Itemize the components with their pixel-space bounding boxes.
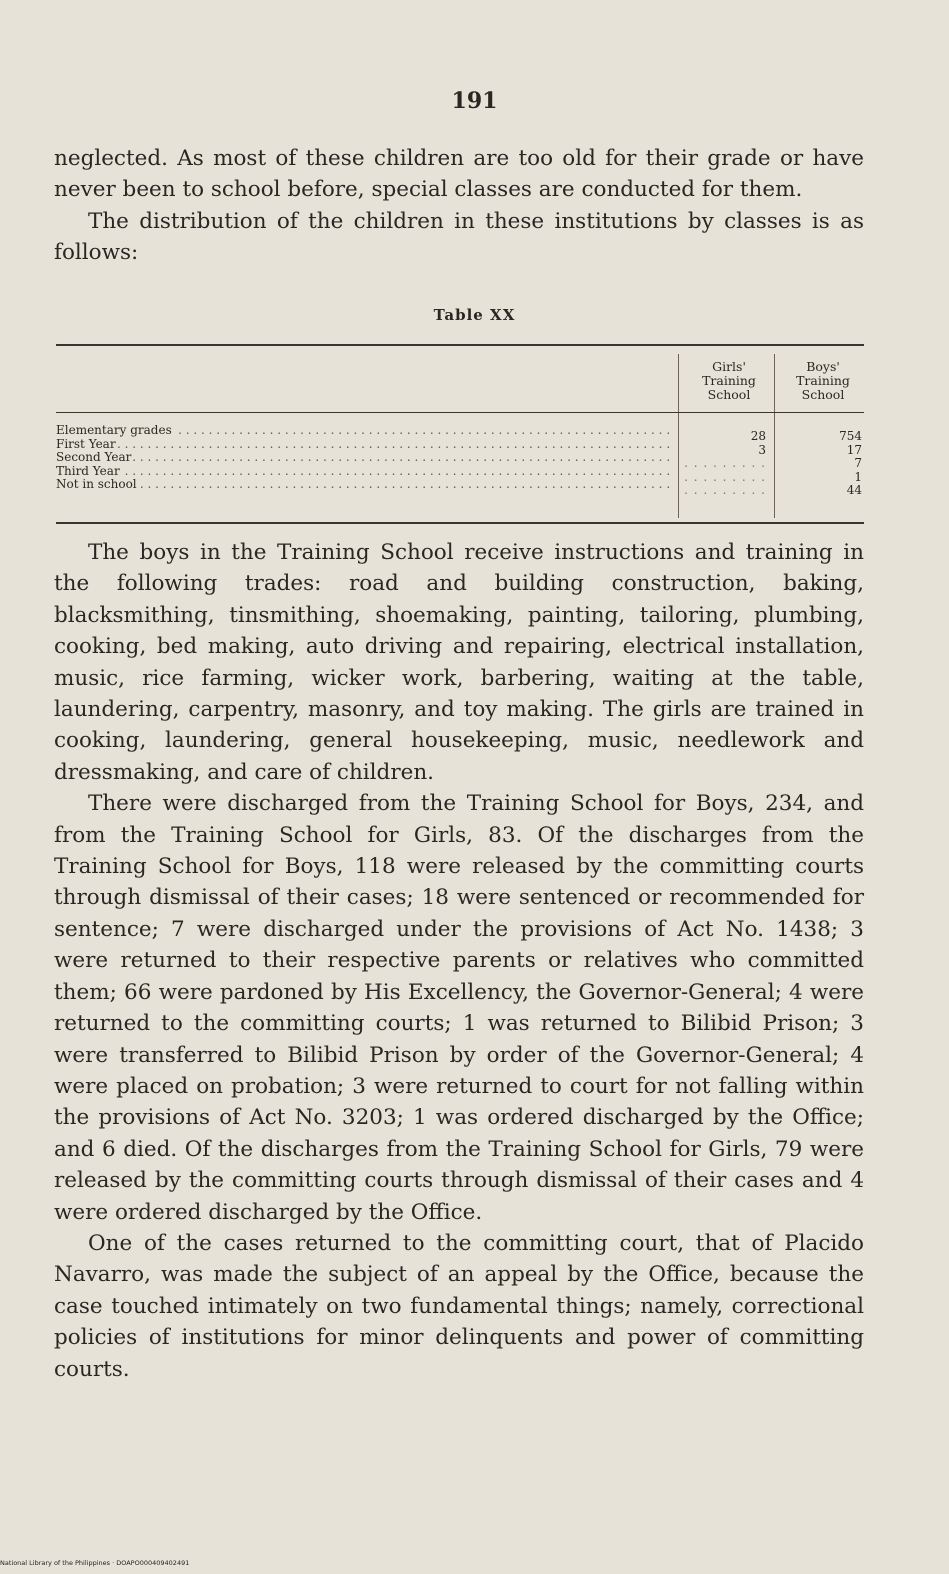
girls-values	[680, 430, 766, 498]
boys-values	[776, 430, 862, 498]
row-labels	[56, 424, 674, 492]
empty-cell-dots: . . . . . . . . .	[684, 456, 766, 470]
empty-cell-dots: . . . . . . . . .	[684, 483, 766, 497]
paragraph: The distribution of the children in these institutions by classes is as follows:	[54, 208, 864, 266]
column-divider	[678, 354, 679, 518]
table-header-rule	[56, 412, 864, 413]
paragraph: One of the cases returned to the committing court, that of Placido Navarro, was made the subject of an appeal by the Office, because the case touched intimately on two fundamental things; namely, correctional policies of institutions for minor delinquents and power of committing courts.	[54, 1230, 864, 1382]
table-cell: 44	[846, 483, 862, 497]
column-header-boys: Boys' Training School	[796, 359, 850, 402]
table-row-label: Elementary grades . . .	[56, 424, 674, 438]
table-row-label: Third Year . . .	[56, 465, 674, 479]
table-cell: 7	[854, 456, 862, 470]
table-row-label: First Year . . .	[56, 438, 674, 452]
distribution-table	[56, 344, 864, 524]
empty-cell-dots: . . . . . . . . .	[684, 469, 766, 484]
table-cell: 17	[846, 442, 862, 457]
table-row-label: Second Year . . .	[56, 451, 674, 465]
table-cell: 3	[758, 442, 766, 457]
table-caption: Table XX	[433, 306, 516, 324]
paragraph: There were discharged from the Training School for Boys, 234, and from the Training School for Girls, 83. Of the discharges from the Training School for Boys, 118 were released by the committing courts through dismissal of their cases; 18 were sentenced or recommended for sentence; 7 were discharged under the provisions of Act No. 1438; 3 were returned to their respective parents or relatives who committed them; 66 were pardoned by His Excellency, the Governor-General; 4 were returned to the committing courts; 1 was returned to Bilibid Prison; 3 were transferred to Bilibid Prison by order of the Governor-General; 4 were placed on probation; 3 were returned to court for not falling within the provisions of Act No. 3203; 1 was ordered discharged by the Office; and 6 died. Of the discharges from the Training School for Girls, 79 were released by the committing courts through dismissal of their cases and 4 were ordered discharged by the Office.	[54, 791, 864, 1225]
paragraph: neglected. As most of these children are too old for their grade or have never been to school before, special classes are conducted for them.	[54, 146, 864, 203]
column-divider	[774, 354, 775, 518]
column-header-girls: Girls' Training School	[702, 359, 756, 402]
page-number: 191	[451, 88, 498, 114]
table-cell: 1	[854, 469, 862, 484]
body-text	[54, 537, 864, 1385]
table-bottom-rule	[56, 522, 864, 524]
paragraph: The boys in the Training School receive instructions and training in the following trades: road and building construction, baking, blacksmithing, tinsmithing, shoemaking, painting, tailoring, plumbing, cooking, bed making, auto driving and repairing, electrical installation, music, rice farming, wicker work, barbering, waiting at the table, laundering, carpentry, masonry, and toy making. The girls are trained in cooking, laundering, general housekeeping, music, needlework and dressmaking, and care of children.	[54, 540, 864, 785]
table-row-label: Not in school . . .	[56, 478, 674, 492]
table-cell: 28	[750, 429, 766, 443]
intro-text	[54, 143, 864, 269]
table-top-rule	[56, 344, 864, 346]
library-watermark: National Library of the Philippines · DOAPO000409402491	[0, 1559, 190, 1567]
table-cell: 754	[839, 429, 862, 443]
